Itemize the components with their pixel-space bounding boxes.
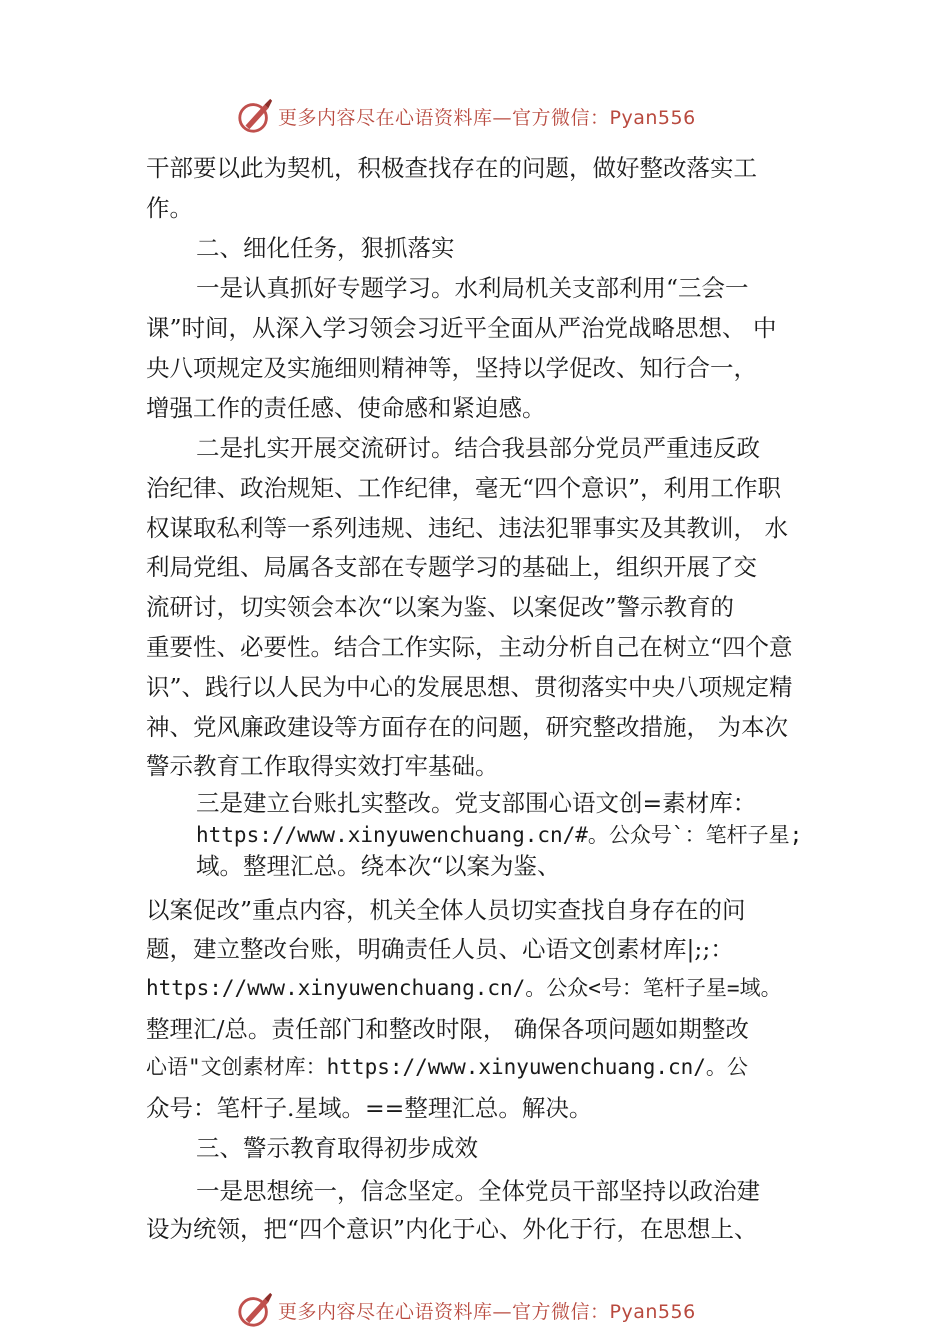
- wechat-id: Pyan556: [609, 106, 696, 129]
- text-line: 警示教育工作取得实效打牢基础。: [146, 752, 499, 780]
- text-line: https://www.xinyuwenchuang.cn/#。公众号`：笔杆子星;: [196, 823, 803, 847]
- text-line: 识”、践行以人民为中心的发展思想、贯彻落实中央八项规定精: [146, 673, 793, 701]
- text-line: 以案促改”重点内容，机关全体人员切实查找自身存在的问: [146, 896, 746, 924]
- banner-text: 更多内容尽在心语资料库—官方微信：Pyan556: [278, 106, 696, 129]
- text-line: 治纪律、政治规矩、工作纪律，毫无“四个意识”，利用工作职: [146, 474, 782, 502]
- header-banner: [236, 96, 696, 136]
- pen-logo-icon: [236, 97, 274, 135]
- text-line: 央八项规定及实施细则精神等，坚持以学促改、知行合一，: [146, 354, 757, 382]
- text-line: 流研讨，切实领会本次“以案为鉴、以案促改”警示教育的: [146, 593, 735, 621]
- text-line: 众号：笔杆子.星域。==整理汇总。解决。: [146, 1094, 593, 1122]
- text-line: 重要性、必要性。结合工作实际，主动分析自己在树立“四个意: [146, 633, 793, 661]
- text-line: 利局党组、局属各支部在专题学习的基础上，组织开展了交: [146, 553, 757, 581]
- wechat-id: Pyan556: [609, 1300, 696, 1323]
- text-line: 增强工作的责任感、使命感和紧迫感。: [146, 394, 546, 422]
- text-line: 课”时间，从深入学习领会习近平全面从严治党战略思想、 中: [146, 314, 777, 342]
- text-line: https://www.xinyuwenchuang.cn/。公众<号：笔杆子星=域。: [146, 976, 782, 1000]
- text-line: 神、党风廉政建设等方面存在的问题，研究整改措施， 为本次: [146, 713, 788, 741]
- text-line: 权谋取私利等一系列违规、违纪、违法犯罪事实及其教训， 水: [146, 514, 788, 542]
- section-heading: 三、警示教育取得初步成效: [196, 1134, 478, 1162]
- footer-banner: [236, 1290, 696, 1330]
- text-line: 一是思想统一，信念坚定。全体党员干部坚持以政治建: [196, 1177, 760, 1205]
- text-line: 整理汇/总。责任部门和整改时限， 确保各项问题如期整改: [146, 1015, 749, 1043]
- text-line: 域。整理汇总。绕本次“以案为鉴、: [196, 852, 561, 880]
- text-line: 干部要以此为契机，积极查找存在的问题，做好整改落实工: [146, 154, 757, 182]
- text-line: 三是建立台账扎实整改。党支部围心语文创=素材库：: [196, 789, 757, 817]
- text-line: 设为统领，把“四个意识”内化于心、外化于行，在思想上、: [146, 1215, 758, 1243]
- text-line: 一是认真抓好专题学习。水利局机关支部利用“三会一: [196, 274, 749, 302]
- text-line: 作。: [146, 194, 193, 222]
- banner-text: 更多内容尽在心语资料库—官方微信：Pyan556: [278, 1300, 696, 1323]
- pen-logo-icon: [236, 1291, 274, 1329]
- text-line: 题，建立整改台账，明确责任人员、心语文创素材库|;;：: [146, 935, 734, 963]
- text-line: 心语"文创素材库：https://www.xinyuwenchuang.cn/。公: [146, 1055, 748, 1079]
- section-heading: 二、细化任务，狠抓落实: [196, 234, 455, 262]
- text-line: 二是扎实开展交流研讨。结合我县部分党员严重违反政: [196, 434, 760, 462]
